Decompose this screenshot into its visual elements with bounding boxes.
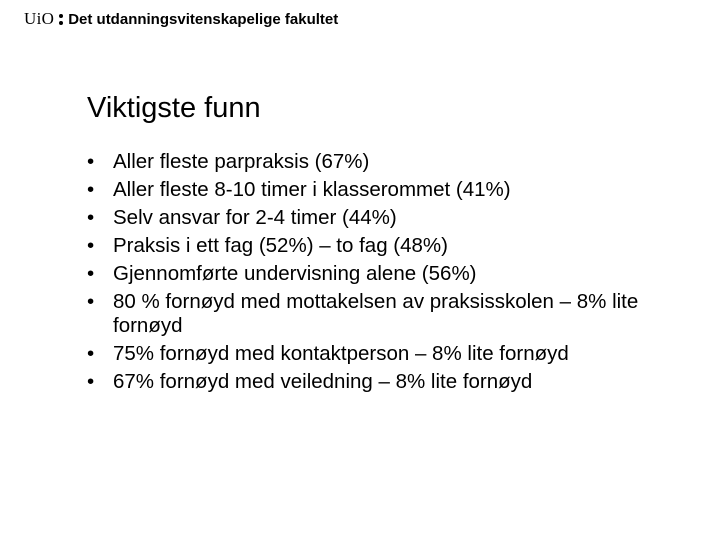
bullet-text: 67% fornøyd med veiledning – 8% lite fornøyd xyxy=(113,370,533,393)
bullet-text: Praksis i ett fag (52%) – to fag (48%) xyxy=(113,234,448,257)
bullet-icon: • xyxy=(87,262,95,285)
header xyxy=(24,8,338,30)
bullet-icon: • xyxy=(87,206,95,229)
bullet-item xyxy=(87,290,697,338)
bullet-item xyxy=(87,262,697,286)
faculty-name: Det utdanningsvitenskapelige fakultet xyxy=(68,10,339,28)
bullet-item xyxy=(87,178,697,202)
bullet-text: Selv ansvar for 2-4 timer (44%) xyxy=(113,206,397,229)
bullet-text: Aller fleste 8-10 timer i klasserommet (41%) xyxy=(113,178,511,201)
bullet-text: 75% fornøyd med kontaktperson – 8% lite fornøyd xyxy=(113,342,569,365)
bullet-icon: • xyxy=(87,178,95,201)
bullet-icon: • xyxy=(87,234,95,257)
bullet-item xyxy=(87,234,697,258)
bullet-item xyxy=(87,342,697,366)
bullet-icon: • xyxy=(87,342,95,365)
bullet-item xyxy=(87,370,697,394)
bullet-icon: • xyxy=(87,150,95,173)
bullet-text: 80 % fornøyd med mottakelsen av praksisskolen – 8% lite fornøyd xyxy=(113,290,639,337)
bullet-list xyxy=(87,150,697,398)
bullet-item xyxy=(87,206,697,230)
logo-colon-icon xyxy=(59,12,63,26)
bullet-text: Gjennomførte undervisning alene (56%) xyxy=(113,262,477,285)
bullet-item xyxy=(87,150,697,174)
bullet-text: Aller fleste parpraksis (67%) xyxy=(113,150,370,173)
slide-title: Viktigste funn xyxy=(87,92,261,124)
uio-logo: UiO xyxy=(24,9,55,28)
bullet-icon: • xyxy=(87,370,95,393)
bullet-icon: • xyxy=(87,290,95,313)
